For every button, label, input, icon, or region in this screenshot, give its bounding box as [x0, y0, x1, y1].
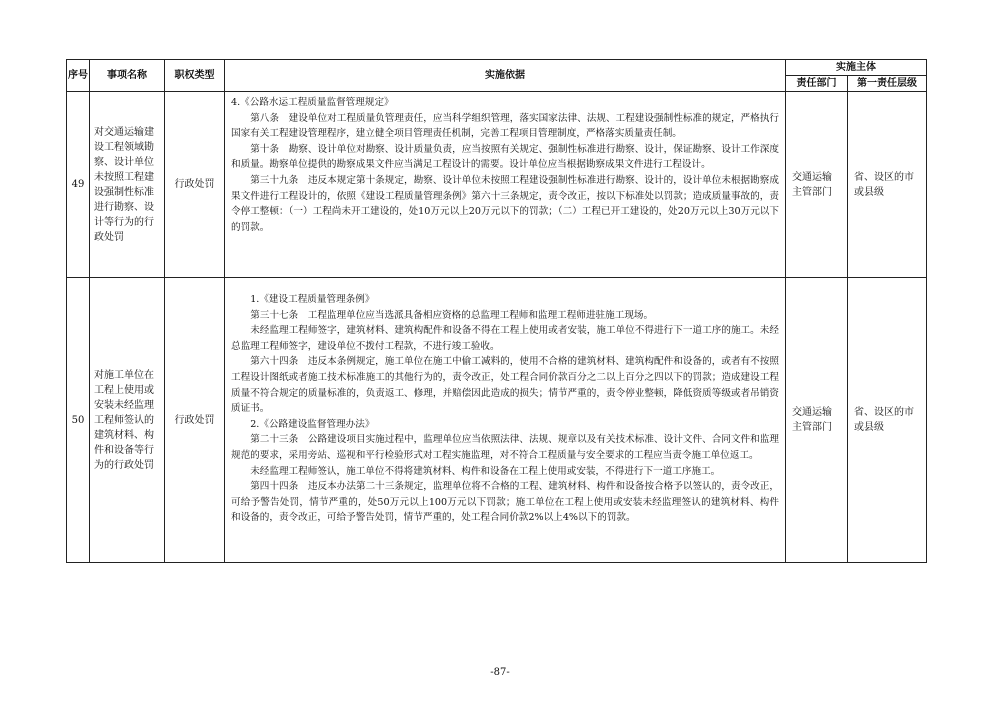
responsibility-level: 省、设区的市或县级: [848, 92, 927, 278]
page-number: -87-: [490, 667, 510, 678]
basis-paragraph: 第六十四条 违反本条例规定，施工单位在施工中偷工减料的，使用不合格的建筑材料、建筑构配件和设备的，或者有不按照工程设计图纸或者施工技术标准施工的其他行为的，责令改正，处工程合同价款百分之二以上百分之四以下的罚款；造成建设工程质量不符合规定的质量标准的，负责返工、修理，并赔偿因此造成的损失；情节严重的，责令停业整顿，降低资质等级或者吊销资质证书。: [231, 356, 779, 415]
basis-paragraph: 未经监理工程师签字，建筑材料、建筑构配件和设备不得在工程上使用或者安装，施工单位不得进行下一道工序的施工。未经总监理工程师签字，建设单位不拨付工程款，不进行竣工验收。: [231, 325, 779, 352]
basis-paragraph: 第八条 建设单位对工程质量负管理责任，应当科学组织管理，落实国家法律、法规、工程建设强制性标准的规定，严格执行国家有关工程建设管理程序，建立健全项目管理责任机制，完善工程项目管理制度，严格落实质量责任制。: [231, 112, 779, 140]
header-basis: 实施依据: [225, 60, 786, 92]
table-row: [67, 92, 927, 278]
legal-basis: [225, 92, 786, 278]
basis-paragraph: 4.《公路水运工程质量监督管理规定》: [231, 97, 394, 108]
row-number: 49: [67, 92, 90, 278]
authority-type: 行政处罚: [165, 92, 225, 278]
legal-basis: [225, 278, 786, 563]
basis-paragraph: 1.《建设工程质量管理条例》: [250, 294, 375, 305]
header-dept: 责任部门: [786, 76, 848, 92]
responsible-dept: 交通运输主管部门: [786, 278, 848, 563]
header-no: 序号: [67, 60, 90, 92]
basis-paragraph: 2.《公路建设监督管理办法》: [250, 418, 375, 430]
header-name: 事项名称: [90, 60, 165, 92]
header-type: 职权类型: [165, 60, 225, 92]
basis-paragraph: 第二十三条 公路建设项目实施过程中，监理单位应当依照法律、法规、规章以及有关技术标准、设计文件、合同文件和监理规范的要求，采用旁站、巡视和平行检验形式对工程实施监理，对不符合工程质量与安全要求的工程应当责令施工单位返工。: [231, 434, 779, 461]
basis-paragraph: 第十条 勘察、设计单位对勘察、设计质量负责，应当按照有关规定、强制性标准进行勘察、设计，保证勘察、设计工作深度和质量。勘察单位提供的勘察成果文件应当满足工程设计的需要。设计单位应当根据勘察成果文件进行工程设计。: [231, 143, 779, 171]
basis-paragraph: 第三十七条 工程监理单位应当选派具备相应资格的总监理工程师和监理工程师进驻施工现场。: [250, 309, 654, 321]
responsibility-level: 省、设区的市或县级: [848, 278, 927, 563]
basis-paragraph: 未经监理工程师签认，施工单位不得将建筑材料、构件和设备在工程上使用或安装，不得进行下一道工序施工。: [250, 465, 721, 477]
item-name: 对施工单位在工程上使用或安装未经监理工程师签认的建筑材料、构件和设备等行为的行政处罚: [90, 278, 165, 563]
header-level: 第一责任层级: [848, 76, 927, 92]
authority-table: [66, 59, 927, 563]
table-row: [67, 278, 927, 563]
header-subject: 实施主体: [786, 60, 927, 76]
authority-type: 行政处罚: [165, 278, 225, 563]
responsible-dept: 交通运输主管部门: [786, 92, 848, 278]
item-name: 对交通运输建设工程领域勘察、设计单位未按照工程建设强制性标准进行勘察、设计等行为的行政处罚: [90, 92, 165, 278]
row-number: 50: [67, 278, 90, 563]
basis-paragraph: 第四十四条 违反本办法第二十三条规定，监理单位将不合格的工程、建筑材料、构件和设备按合格予以签认的，责令改正，可给予警告处罚，情节严重的，处50万元以上100万元以下罚款；施工单位在工程上使用或安装未经监理签认的建筑材料、构件和设备的，责令改正，可给予警告处罚，情节严重的，处工程合同价款2%以上4%以下的罚款。: [231, 481, 779, 524]
basis-paragraph: 第三十九条 违反本规定第十条规定，勘察、设计单位未按照工程建设强制性标准进行勘察、设计的，设计单位未根据勘察成果文件进行工程设计的，依照《建设工程质量管理条例》第六十三条规定，责令改正，按以下标准处以罚款；造成质量事故的，责令停工整顿：（一）工程尚未开工建设的，处10万元以上20万元以下的罚款；（二）工程已开工建设的，处20万元以上30万元以下的罚款。: [231, 174, 779, 233]
